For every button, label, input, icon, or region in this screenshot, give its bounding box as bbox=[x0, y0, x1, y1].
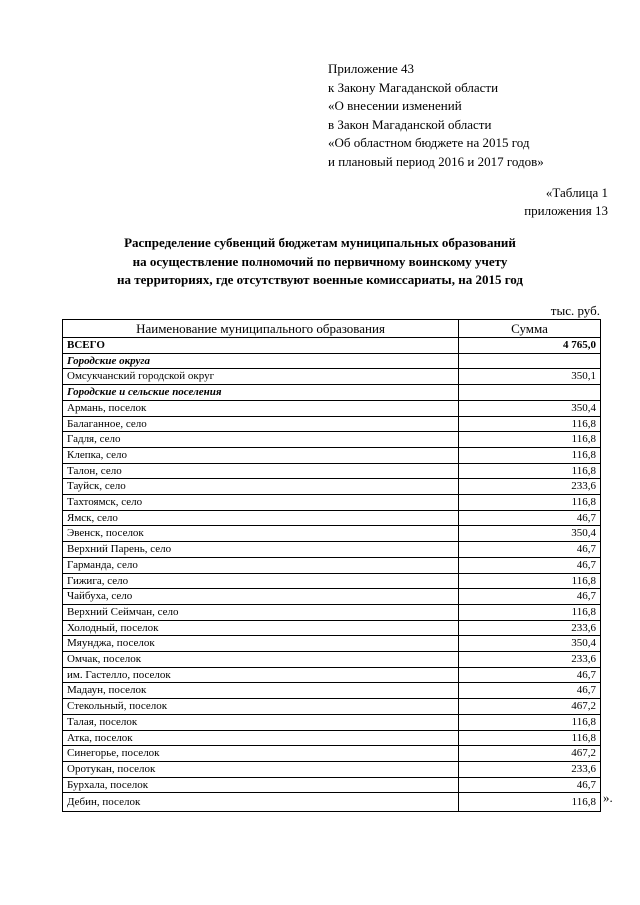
table-row bbox=[63, 557, 601, 573]
row-value: 350,4 bbox=[459, 526, 601, 542]
row-name: Гарманда, село bbox=[63, 557, 459, 573]
row-name: Омчак, поселок bbox=[63, 652, 459, 668]
row-name: Тахтоямск, село bbox=[63, 495, 459, 511]
distribution-table bbox=[62, 319, 601, 812]
row-name: Балаганное, село bbox=[63, 416, 459, 432]
table-row bbox=[63, 400, 601, 416]
row-value: 350,4 bbox=[459, 636, 601, 652]
table-row bbox=[63, 620, 601, 636]
row-value: 467,2 bbox=[459, 746, 601, 762]
row-value: 116,8 bbox=[459, 463, 601, 479]
table-row bbox=[63, 699, 601, 715]
row-value: 233,6 bbox=[459, 761, 601, 777]
table-total-row bbox=[63, 338, 601, 354]
table-row bbox=[63, 479, 601, 495]
row-value bbox=[459, 353, 601, 369]
table-row bbox=[63, 510, 601, 526]
row-value: 116,8 bbox=[459, 793, 601, 812]
title-line: Распределение субвенций бюджетам муниципальных образований bbox=[124, 235, 516, 250]
row-name: Синегорье, поселок bbox=[63, 746, 459, 762]
row-name: Гадля, село bbox=[63, 432, 459, 448]
row-name: Верхний Парень, село bbox=[63, 542, 459, 558]
table-header-row bbox=[63, 320, 601, 338]
appendix-line: к Закону Магаданской области bbox=[328, 79, 499, 95]
row-name: Дебин, поселок bbox=[63, 793, 459, 812]
row-value: 116,8 bbox=[459, 573, 601, 589]
table-row bbox=[63, 495, 601, 511]
row-name: Гижига, село bbox=[63, 573, 459, 589]
table-row bbox=[63, 636, 601, 652]
document-title bbox=[0, 234, 640, 290]
row-name: Талая, поселок bbox=[63, 714, 459, 730]
row-value: 233,6 bbox=[459, 652, 601, 668]
row-value bbox=[459, 385, 601, 401]
row-name: Чайбуха, село bbox=[63, 589, 459, 605]
row-name: Армань, поселок bbox=[63, 400, 459, 416]
table-row bbox=[63, 463, 601, 479]
row-value: 46,7 bbox=[459, 683, 601, 699]
appendix-line: в Закон Магаданской области bbox=[328, 116, 492, 132]
row-name: Холодный, поселок bbox=[63, 620, 459, 636]
unit-label: тыс. руб. bbox=[550, 303, 600, 318]
table-row bbox=[63, 793, 601, 812]
table-row bbox=[63, 432, 601, 448]
row-value: 46,7 bbox=[459, 777, 601, 793]
appendix-line: и плановый период 2016 и 2017 годов» bbox=[328, 153, 544, 169]
row-name: Оротукан, поселок bbox=[63, 761, 459, 777]
table-reference bbox=[524, 184, 608, 220]
row-value: 116,8 bbox=[459, 432, 601, 448]
table-row bbox=[63, 542, 601, 558]
row-name: Омсукчанский городской округ bbox=[63, 369, 459, 385]
appendix-line: «О внесении изменений bbox=[328, 98, 462, 114]
row-value: 116,8 bbox=[459, 416, 601, 432]
row-name: Мяунджа, поселок bbox=[63, 636, 459, 652]
row-name: Городские и сельские поселения bbox=[63, 385, 459, 401]
table-row bbox=[63, 683, 601, 699]
row-value: 467,2 bbox=[459, 699, 601, 715]
row-value: 116,8 bbox=[459, 495, 601, 511]
table-row bbox=[63, 730, 601, 746]
row-value: 350,4 bbox=[459, 400, 601, 416]
row-value: 350,1 bbox=[459, 369, 601, 385]
row-name: Ямск, село bbox=[63, 510, 459, 526]
row-value: 46,7 bbox=[459, 557, 601, 573]
appendix-line: «Об областном бюджете на 2015 год bbox=[328, 135, 530, 151]
appendix-header bbox=[328, 60, 544, 172]
row-name: Клепка, село bbox=[63, 447, 459, 463]
closing-quote: ». bbox=[603, 790, 613, 805]
table-row bbox=[63, 589, 601, 605]
row-value: 116,8 bbox=[459, 604, 601, 620]
row-name: Тауйск, село bbox=[63, 479, 459, 495]
row-name: Верхний Сеймчан, село bbox=[63, 604, 459, 620]
header-name: Наименование муниципального образования bbox=[63, 320, 459, 338]
table-group-row bbox=[63, 353, 601, 369]
row-name: Атка, поселок bbox=[63, 730, 459, 746]
table-row bbox=[63, 447, 601, 463]
row-value: 4 765,0 bbox=[459, 338, 601, 354]
table-row bbox=[63, 667, 601, 683]
row-name: Эвенск, поселок bbox=[63, 526, 459, 542]
table-row bbox=[63, 761, 601, 777]
table-row bbox=[63, 652, 601, 668]
row-value: 116,8 bbox=[459, 714, 601, 730]
appendix-line: Приложение 43 bbox=[328, 61, 415, 76]
table-row bbox=[63, 604, 601, 620]
row-value: 116,8 bbox=[459, 730, 601, 746]
row-value: 46,7 bbox=[459, 589, 601, 605]
title-line: на осуществление полномочий по первичному воинскому учету bbox=[132, 253, 508, 269]
table-row bbox=[63, 573, 601, 589]
table-ref-line: «Таблица 1 bbox=[545, 185, 608, 200]
table-row bbox=[63, 526, 601, 542]
row-value: 46,7 bbox=[459, 510, 601, 526]
table-ref-line: приложения 13 bbox=[524, 203, 608, 218]
row-name: Мадаун, поселок bbox=[63, 683, 459, 699]
row-name: Городские округа bbox=[63, 353, 459, 369]
header-sum: Сумма bbox=[459, 320, 601, 338]
row-name: Бурхала, поселок bbox=[63, 777, 459, 793]
title-line: на территориях, где отсутствуют военные комиссариаты, на 2015 год bbox=[117, 272, 523, 287]
row-name: Стекольный, поселок bbox=[63, 699, 459, 715]
table-row bbox=[63, 746, 601, 762]
table-group-row bbox=[63, 385, 601, 401]
table-row bbox=[63, 369, 601, 385]
row-name: им. Гастелло, поселок bbox=[63, 667, 459, 683]
row-value: 233,6 bbox=[459, 620, 601, 636]
table-row bbox=[63, 777, 601, 793]
row-name: Талон, село bbox=[63, 463, 459, 479]
table-row bbox=[63, 714, 601, 730]
row-value: 46,7 bbox=[459, 542, 601, 558]
row-name: ВСЕГО bbox=[63, 338, 459, 354]
row-value: 233,6 bbox=[459, 479, 601, 495]
table-row bbox=[63, 416, 601, 432]
row-value: 46,7 bbox=[459, 667, 601, 683]
row-value: 116,8 bbox=[459, 447, 601, 463]
